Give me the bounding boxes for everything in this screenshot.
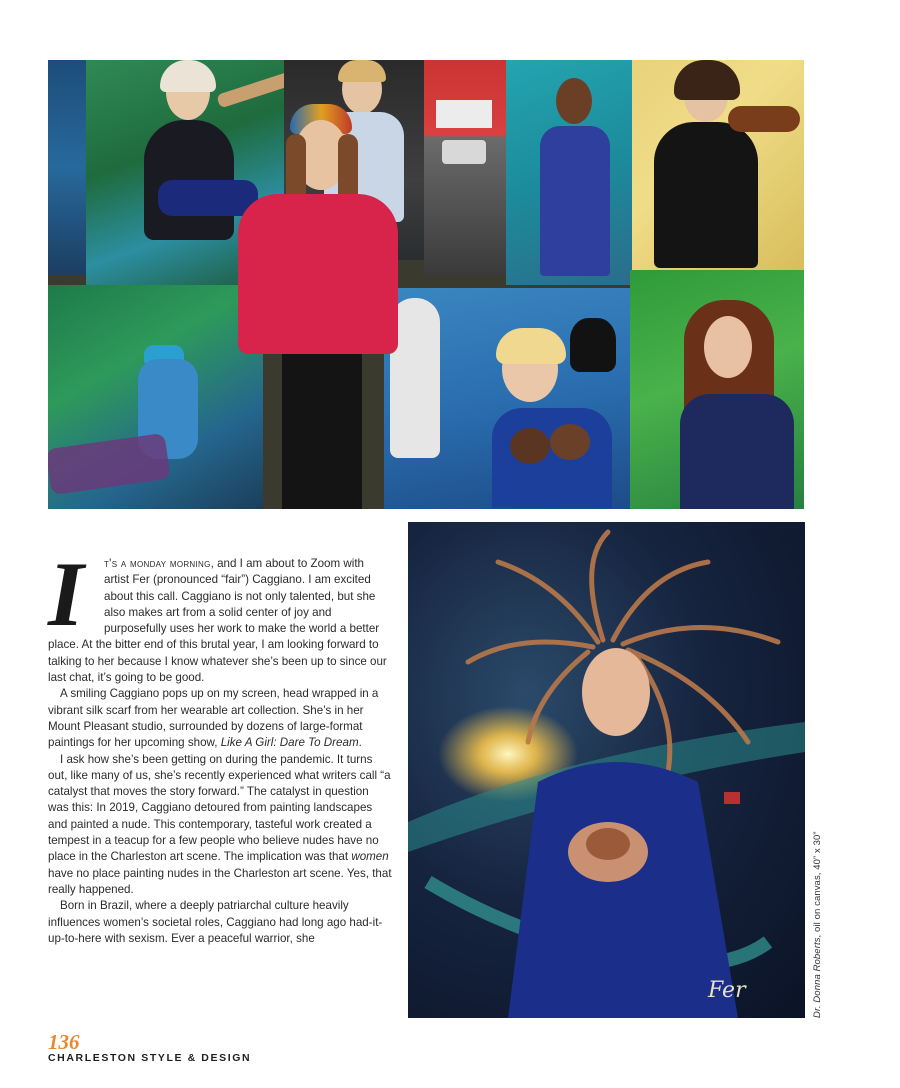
show-title: Like A Girl: Dare To Dream bbox=[220, 736, 359, 750]
painting-artwork bbox=[408, 522, 805, 1018]
artist-fer-caggiano bbox=[228, 104, 408, 509]
paragraph-3-text-b: have no place painting nudes in the Charleston art scene. Yes, that really happened. bbox=[48, 866, 392, 896]
caption-details: , oil on canvas, 40” x 30” bbox=[812, 831, 823, 938]
paragraph-1 bbox=[48, 543, 392, 686]
painting-young-woman bbox=[630, 270, 804, 509]
drop-cap: I bbox=[48, 543, 84, 645]
emphasis-women: women bbox=[351, 850, 389, 864]
painting-blue-left bbox=[48, 60, 86, 275]
painting-fire-truck bbox=[424, 60, 506, 275]
painting-caption bbox=[812, 831, 823, 1018]
caption-subject: Dr. Donna Roberts bbox=[812, 937, 823, 1018]
artist-signature: Fer bbox=[708, 978, 746, 1003]
paragraph-1-text: , and I am about to Zoom with artist Fer (pronounced “fair”) Caggiano. I am excited about this call. Caggiano is not only talented, but she also makes art from a solid center of joy and purposefully uses her work to make the world a better place. At the bitter end of this brutal year, I am looking forward to talking to her because I know whatever she’s been up to since our last chat, it’s going to be good. bbox=[48, 557, 387, 685]
paragraph-4 bbox=[48, 898, 392, 947]
article-body bbox=[48, 543, 392, 947]
painting-woman-blue-dress bbox=[506, 60, 632, 285]
paragraph-2 bbox=[48, 686, 392, 751]
paragraph-3-text-a: I ask how she’s been getting on during the pandemic. It turns out, like many of us, she’s recently experienced what writers call “a catalyst that moves the story forward.” The catalyst in question was this: In 2019, Caggiano detoured from painting landscapes and painted a nude. This contemporary, tasteful work created a tempest in a teacup for a few people who believe nudes have no place in the Charleston art scene. The implication was that bbox=[48, 752, 391, 864]
opening-smallcaps: t's a monday morning bbox=[104, 557, 211, 570]
publication-name: CHARLESTON STYLE & DESIGN bbox=[48, 1052, 252, 1064]
painting-violinist bbox=[632, 60, 804, 270]
paragraph-4-text: Born in Brazil, where a deeply patriarchal culture heavily influences women’s societal roles, Caggiano had long ago had-it-up-to-here with sexism. Ever a peaceful warrior, she bbox=[48, 899, 383, 945]
artist-studio-photo bbox=[48, 60, 804, 509]
paragraph-2-end: . bbox=[358, 736, 362, 750]
paragraph-3 bbox=[48, 752, 392, 899]
page-number: 136 bbox=[48, 1030, 80, 1054]
painting-dr-donna-roberts bbox=[408, 522, 805, 1018]
paragraph-2-text: A smiling Caggiano pops up on my screen, head wrapped in a vibrant silk scarf from her wearable art collection. She’s in her Mount Pleasant studio, surrounded by dozens of large-format paintings for her upcoming show, bbox=[48, 687, 379, 750]
painting-woman-puppies bbox=[384, 288, 630, 509]
